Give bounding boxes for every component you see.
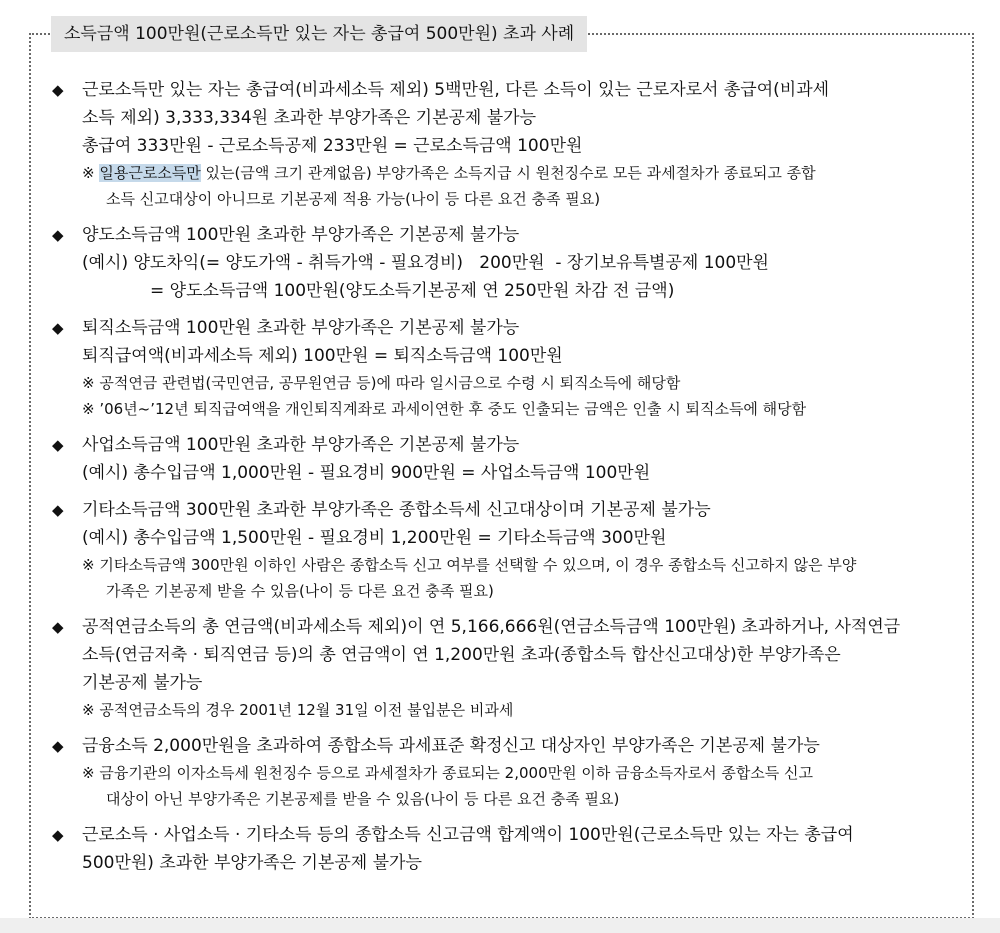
- note-continuation: 가족은 기본공제 받을 수 있음(나이 등 다른 요건 충족 필요): [106, 582, 494, 600]
- item-line: 근로소득만 있는 자는 총급여(비과세소득 제외) 5백만원, 다른 소득이 있는 근로자로서 총급여(비과세: [82, 80, 830, 100]
- diamond-bullet-icon: ◆: [52, 826, 64, 844]
- content: [52, 76, 956, 886]
- note: ※ 기타소득금액 300만원 이하인 사람은 종합소득 신고 여부를 선택할 수 있으며, 이 경우 종합소득 신고하지 않은 부양: [82, 556, 857, 574]
- item-line: 기본공제 불가능: [82, 673, 203, 693]
- list-item: [52, 76, 956, 212]
- list-item: [52, 314, 956, 422]
- list-item: [52, 496, 956, 604]
- item-line: 기타소득금액 300만원 초과한 부양가족은 종합소득세 신고대상이며 기본공제 불가능: [82, 500, 711, 520]
- item-line: 공적연금소득의 총 연금액(비과세소득 제외)이 연 5,166,666원(연금소득금액 100만원) 초과하거나, 사적연금: [82, 617, 901, 637]
- diamond-bullet-icon: ◆: [52, 319, 64, 337]
- item-line: 소득 제외) 3,333,334원 초과한 부양가족은 기본공제 불가능: [82, 108, 537, 128]
- note: ※ 금융기관의 이자소득세 원천징수 등으로 과세절차가 종료되는 2,000만원 이하 금융소득자로서 종합소득 신고: [82, 764, 814, 782]
- item-line: 총급여 333만원 - 근로소득공제 233만원 = 근로소득금액 100만원: [82, 136, 583, 156]
- note-continuation: 소득 신고대상이 아니므로 기본공제 적용 가능(나이 등 다른 요건 충족 필요): [106, 190, 601, 208]
- note: ※ ’06년~’12년 퇴직급여액을 개인퇴직계좌로 과세이연한 후 중도 인출되는 금액은 인출 시 퇴직소득에 해당함: [82, 400, 807, 418]
- note: ※ 공적연금소득의 경우 2001년 12월 31일 이전 불입분은 비과세: [82, 701, 514, 719]
- list-item: [52, 613, 956, 723]
- item-line: 500만원) 초과한 부양가족은 기본공제 불가능: [82, 853, 422, 873]
- item-line: (예시) 총수입금액 1,000만원 - 필요경비 900만원 = 사업소득금액 100만원: [82, 463, 651, 483]
- item-line: (예시) 총수입금액 1,500만원 - 필요경비 1,200만원 = 기타소득금액 300만원: [82, 528, 667, 548]
- item-line: (예시) 양도차익(= 양도가액 - 취득가액 - 필요경비) 200만원 - 장기보유특별공제 100만원: [82, 253, 769, 273]
- item-line: 소득(연금저축 · 퇴직연금 등)의 총 연금액이 연 1,200만원 초과(종합소득 합산신고대상)한 부양가족은: [82, 645, 841, 665]
- item-line: 퇴직소득금액 100만원 초과한 부양가족은 기본공제 불가능: [82, 318, 520, 338]
- diamond-bullet-icon: ◆: [52, 618, 64, 636]
- list-item: [52, 221, 956, 305]
- item-line: 사업소득금액 100만원 초과한 부양가족은 기본공제 불가능: [82, 435, 520, 455]
- example-continuation: = 양도소득금액 100만원(양도소득기본공제 연 250만원 차감 전 금액): [150, 281, 675, 301]
- note-prefix: ※: [82, 164, 100, 182]
- item-line: 근로소득 · 사업소득 · 기타소득 등의 종합소득 신고금액 합계액이 100만원(근로소득만 있는 자는 총급여: [82, 825, 854, 845]
- note: ※ 공적연금 관련법(국민연금, 공무원연금 등)에 따라 일시금으로 수령 시 퇴직소득에 해당함: [82, 374, 681, 392]
- note-text: 있는(금액 크기 관계없음) 부양가족은 소득지급 시 원천징수로 모든 과세절차가 종료되고 종합: [200, 164, 816, 182]
- item-line: 양도소득금액 100만원 초과한 부양가족은 기본공제 불가능: [82, 225, 520, 245]
- bottom-bar: [0, 918, 1000, 933]
- list-item: [52, 431, 956, 487]
- diamond-bullet-icon: ◆: [52, 81, 64, 99]
- diamond-bullet-icon: ◆: [52, 501, 64, 519]
- diamond-bullet-icon: ◆: [52, 737, 64, 755]
- diamond-bullet-icon: ◆: [52, 226, 64, 244]
- note: [82, 160, 956, 186]
- section-title: 소득금액 100만원(근로소득만 있는 자는 총급여 500만원) 초과 사례: [51, 16, 587, 52]
- highlighted-text[interactable]: 일용근로소득만: [99, 164, 201, 182]
- diamond-bullet-icon: ◆: [52, 436, 64, 454]
- item-line: 금융소득 2,000만원을 초과하여 종합소득 과세표준 확정신고 대상자인 부양가족은 기본공제 불가능: [82, 736, 820, 756]
- list-item: [52, 732, 956, 812]
- note-continuation: 대상이 아닌 부양가족은 기본공제를 받을 수 있음(나이 등 다른 요건 충족 필요): [106, 790, 620, 808]
- item-line: 퇴직급여액(비과세소득 제외) 100만원 = 퇴직소득금액 100만원: [82, 346, 563, 366]
- list-item: [52, 821, 956, 877]
